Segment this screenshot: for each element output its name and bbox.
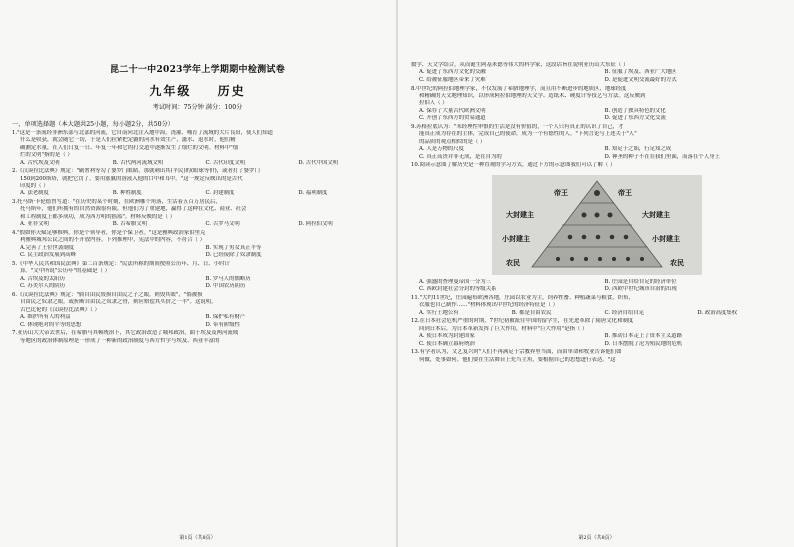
grade-label: 九年级 [149, 84, 192, 98]
question-8-line: 拉伯人（ ） [419, 100, 448, 107]
label-small-lord: 小封建主 [501, 233, 530, 243]
question-12-options [411, 333, 782, 341]
option[interactable]: B. 征服了埃及、西亚广大地区 [604, 69, 677, 76]
question-10-options [411, 279, 782, 287]
option[interactable]: A. 促进了东西方文化的交融 [419, 69, 486, 76]
question-9-line: 的品质的观点相似的是（ ） [419, 138, 486, 145]
option[interactable]: B. 庄园是自给自足的经济单位 [604, 278, 677, 285]
small-lord-figure [623, 235, 628, 240]
option[interactable]: B. 创造了独具特色的文化 [604, 107, 666, 114]
question-1-options [12, 160, 383, 168]
option[interactable]: C. 古代印度文明 [205, 159, 246, 166]
option[interactable]: A. 使日本成为封建国家 [419, 333, 475, 340]
question-2: 2.《汉谟拉比法典》规定："刷奢利等勾了婆罗门眼睛，那就刺出其(平民)的(眼球等价)，或者打了婆罗门 [12, 168, 260, 175]
question-6: 6.《汉谟拉比法典》规定："倘自由民毁损自由民之子之眼，则毁其眼"，"倘被损 [12, 291, 203, 298]
option[interactable]: C. 民主政治发展到高峰 [20, 252, 76, 259]
peasant-figure [583, 257, 587, 261]
small-lord-figure [609, 235, 614, 240]
question-6-options [12, 322, 383, 330]
question-8-options [411, 108, 782, 116]
question-5-options [12, 283, 383, 291]
option[interactable]: B. 推动日本走上了资本主义道路 [604, 333, 682, 340]
question-2-line: 印度的（ ） [20, 183, 49, 190]
option[interactable]: D. 神圣的种子不在在我们里面，而落在个人身上 [604, 153, 720, 160]
option[interactable]: D. 古代中国文明 [298, 159, 339, 166]
question-8: 8.中世纪的阿拉伯地理学家，不仅发展了希腊地理学，而且用不断进步的地质区、地球经度 [411, 85, 627, 92]
question-3-line: 托马斯年，他们所拥有的自然资源很有限，但他们为了重建地，赢得了这种在文化、商业、社会 [20, 206, 247, 213]
question-9-options [411, 154, 782, 162]
option[interactable]: B. 知足于之始，行足知之成 [604, 146, 672, 153]
option[interactable]: B. 罗马人的儒略历 [205, 275, 251, 282]
question-12-options [411, 341, 782, 349]
peasant-figure [639, 257, 643, 261]
peasant-figure [555, 257, 559, 261]
question-1-line: 什么是收获，就会随它一切，于是人们拉紧把定疆的河水有效生产，滋水、退水时，他们精 [20, 137, 236, 144]
option[interactable]: A. 法老制度 [20, 190, 49, 197]
exam-title: 昆二十一中2023学年上学期期中检测试卷 [109, 65, 286, 75]
option[interactable]: D. 是促进文明交流最好的方式 [604, 77, 677, 83]
option[interactable]: D. 已经废除了奴隶制度 [205, 252, 262, 259]
question-2-line: 150到200斯塔，就把它罚了，要用涨腻的溶液入他的口中和耳中。"这一规定反映出的是古代 [20, 175, 243, 182]
label-peasant: 农民 [505, 257, 520, 267]
page-footer-right: 第2页（共8页） [578, 535, 615, 541]
lord-figure [581, 212, 586, 217]
label-lord-right: 大封建主 [641, 209, 670, 219]
question-10: 10.阅读示意图了解历史是一种直观的学习方式。通过下方的示意图我们可以了解（ ） [411, 162, 616, 169]
question-4-options [12, 245, 383, 253]
option[interactable]: C. 使日本确立幕府统治 [419, 340, 475, 347]
question-7-line: 等地区的政治体制原理是一形成了一种新的政治制度与西方哲学与埃及、西亚丰富的 [20, 337, 220, 344]
option[interactable]: C. 封建制度 [205, 190, 235, 197]
question-13: 13.有学者认为，文艺复兴时"人们不再满足于宗教界里当面，而由单命和牧业告诉他们如 [411, 349, 622, 356]
option[interactable]: B. 古代两河流域文明 [112, 159, 164, 166]
feudal-hierarchy-diagram [492, 175, 702, 275]
option[interactable]: C. 开创了东西方的贸易通道 [419, 115, 486, 122]
option[interactable]: A.完善了王位世袭制度 [20, 244, 75, 251]
question-5: 5.《中华人民共和国民法典》第二百条规定："民法所称的期间按照公历年、月、日、小时计 [12, 260, 230, 267]
section-heading: 一、单项选择题（本大题共25小题，每小题2分，共50分） [12, 121, 174, 128]
exam-info: 考试时间：75分钟 满分：100分 [152, 104, 243, 111]
question-1: 1."这是一条流经非洲东部与北部的河流，它自南向北注入地中海，浇灌、哺育了流域的大片良田，使人们知道 [12, 130, 273, 136]
label-small-lord-right: 小封建主 [651, 233, 680, 243]
page-footer-left: 第1页（共8页） [179, 535, 216, 541]
option[interactable]: D. 福利制度 [298, 190, 328, 197]
option[interactable]: A. 古埃及的太阳历 [20, 275, 66, 282]
question-7-options [411, 69, 782, 77]
option[interactable]: D. 日本摆脱了沦为殖民地的危机 [604, 340, 683, 347]
king-figure [594, 190, 600, 196]
question-6-line: 自由民之奴隶之眼，或折断自由民之奴隶之骨，则应赔偿其买价之一半"。这说明， [20, 299, 217, 306]
peasant-figure [597, 257, 601, 261]
question-1-line: 烂的文明"指的是（ ） [20, 152, 73, 159]
option[interactable]: D. 带有阶级性 [205, 321, 241, 328]
option[interactable]: A. 强盛的查理曼帝国一分为三 [419, 278, 492, 285]
option[interactable]: C. 经济自给自足 [604, 309, 645, 316]
question-4-line: 利雅典城邦公民之间的不开放内容。下列推理中，宪法中的内容，不符合（ ） [20, 237, 205, 244]
question-10-options [411, 286, 782, 294]
small-lord-figure [581, 235, 586, 240]
question-1-line: 确测定水量，在人们日复一日、年复一年和它的打交道中逐渐发生了灿烂的文明。材料中"灿 [20, 144, 239, 151]
feudal-hierarchy-figure [492, 175, 702, 275]
exam-grade-subject [12, 82, 383, 99]
question-9-options [411, 146, 782, 154]
right-column [399, 0, 794, 547]
option[interactable]: A. 实行土地公有 [419, 309, 459, 316]
question-11-line: 衣服也自己制作……"材料体现出中世纪的经济特征是（ ） [419, 302, 558, 309]
peasant-figure [611, 257, 615, 261]
lord-figure [607, 212, 612, 217]
option[interactable]: B. 保护私有财产 [205, 314, 246, 321]
option[interactable]: B. 都是自由农民 [511, 309, 552, 316]
option[interactable]: A. 人是万物的尺度 [419, 146, 465, 153]
page-divider [396, 0, 398, 547]
question-5-options [12, 276, 383, 284]
question-12: 12.在日本社会危机严重的时期，7世纪初被派往中国的留学生，在先进革除了隋唐文化和制度 [411, 318, 634, 325]
question-3: 3.托马斯·卡伦德曾写道："在历史的某个时刻，在欧洲哪个角落，生活着五百万居民后， [12, 199, 221, 206]
peasant-figure [569, 257, 573, 261]
option[interactable]: D. 西欧中世纪城市自治的出现 [604, 286, 677, 293]
question-8-options [411, 115, 782, 123]
option[interactable]: C. 真正高贵并非无成，是在自为的 [419, 153, 502, 160]
option[interactable]: A. 保存了大量古代欧洲文明 [419, 107, 486, 114]
small-lord-figure [595, 235, 600, 240]
option[interactable]: D. 中国农历阴历 [205, 283, 246, 290]
peasant-figure [625, 257, 629, 261]
question-3-options [12, 221, 383, 229]
question-2-options [12, 190, 383, 198]
label-king-right: 帝王 [617, 187, 632, 197]
subject-label: 历史 [217, 84, 246, 98]
option[interactable]: A. 维护所有人的利益 [20, 314, 71, 321]
question-11: 11."大约11世纪，庄园遍布欧洲各地，庄园以农业为主，饲养牲畜、种植蔬菜与粮食，织布， [411, 295, 634, 301]
option[interactable]: C. 苏美尔人的阴历 [20, 283, 66, 290]
left-column [0, 0, 395, 547]
option[interactable]: B. 种姓制度 [112, 190, 142, 197]
option[interactable]: A. 古代埃及文明 [20, 159, 60, 166]
question-6-options [12, 314, 383, 322]
option[interactable]: D. 促进了东西方文化交流 [604, 115, 666, 122]
label-lord: 大封建主 [505, 209, 534, 219]
question-6-line: 古巴比伦的《汉谟拉比法典》（ ） [20, 306, 100, 313]
question-13-line: 何做，处事如何。他们要在生活舞台上充当主角，要根据自己的思想进行表达。"这 [419, 356, 616, 363]
question-4-options [12, 252, 383, 260]
question-8-line: 和精确的天文地理知识，以形成阿拉伯地理的天文学、造纸术、硬度计等技艺与方法。这反映到 [419, 93, 646, 99]
question-3-line: 和工程制度上都多成功，成为西方明的摇篮"。材料反映的是（ ） [20, 213, 176, 220]
option[interactable]: C. 西欧封建社会分封的等级关系 [419, 286, 497, 293]
option[interactable]: D. 政治高度集权 [697, 309, 738, 316]
option[interactable]: C. 体现绝对的平等的思想 [20, 321, 82, 328]
option[interactable]: A. 亚非文明 [20, 221, 49, 228]
label-peasant-right: 农民 [669, 257, 684, 267]
label-king: 帝王 [553, 187, 568, 197]
question-12-line: 回到日本后，为日本革新发挥了巨大作用，材料中"巨大作用"是指（ ） [419, 325, 588, 332]
option[interactable]: B. 实现了男女真正平等 [205, 244, 262, 251]
lord-figure [594, 212, 599, 217]
question-7: 7.亚历山大大帝去世后，在希腊马其顿统治下，其它政治改造了城邦政治，曲于埃及及两河流域 [12, 330, 239, 337]
question-9-line: 能真正成为存在的主体，完成自己的使命，成为一个有德性的人。"下列言论与上述关于"人" [419, 131, 637, 138]
question-11-options [411, 310, 782, 318]
option[interactable]: C. 古罗马文明 [205, 221, 240, 228]
question-5-line: 算。"文中所说"公历年"的基础是（ ） [20, 268, 111, 275]
small-lord-figure [567, 235, 572, 240]
question-9: 9.苏格拉底认为："未经理性审慎的生活是没有价值的，一个人只有真正的认识了自己，才 [411, 124, 624, 130]
question-7-continued: 数学、天文学结合，从而诞生阿基米德等伟大的科学家，这段话旨在说明亚历山大东征（ ） [411, 62, 629, 68]
option[interactable]: C. 给被征服地区带来了灾难 [419, 77, 486, 83]
option[interactable]: D. 阿拉伯文明 [298, 221, 333, 228]
question-4: 4."假如你天赋足够推典，你是个领导者，你是个保卫者。"这是雅典政治家伯里克 [12, 229, 206, 236]
question-7-options [411, 77, 782, 85]
option[interactable]: B. 古希腊文明 [112, 221, 148, 228]
